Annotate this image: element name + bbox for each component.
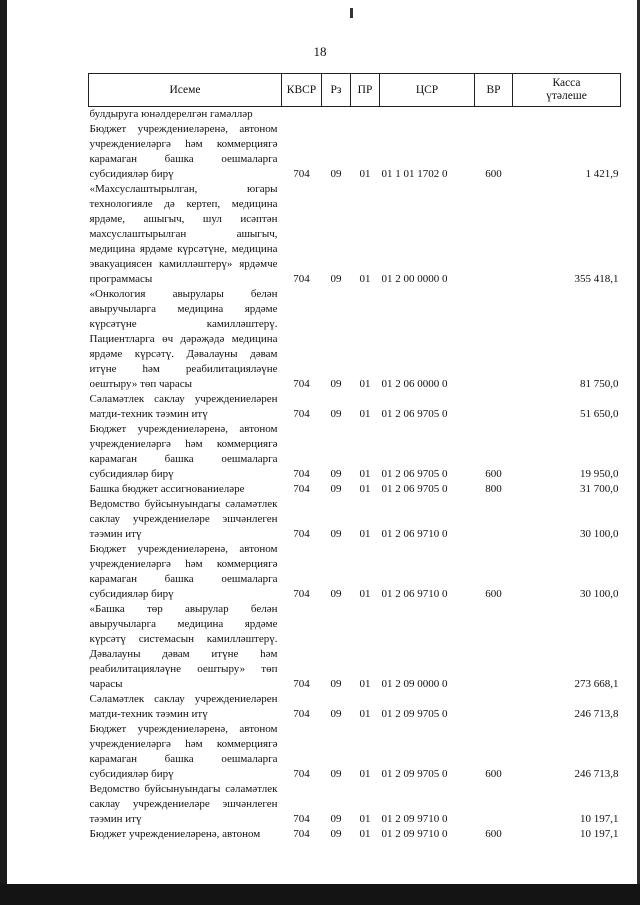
budget-table <box>88 73 621 842</box>
row-pr: 01 <box>359 828 371 840</box>
row-kassa: 246 713,8 <box>574 768 619 780</box>
row-rz: 09 <box>330 168 342 180</box>
row-kvsr: 704 <box>293 468 310 480</box>
row-kvsr: 704 <box>293 588 310 600</box>
row-kvsr: 704 <box>293 483 310 495</box>
row-kassa: 19 950,0 <box>580 468 619 480</box>
table-row <box>89 722 621 782</box>
row-name: Ведомство буйсынуындагы сәламәтлек саклау учреждениеләре эшчәнлеген тәэмин итү <box>89 783 278 825</box>
row-vr <box>475 287 513 392</box>
row-name: «Онкология авырулары белән авыручыларга медицина ярдәме күрсәтүне камилләштерү. Пациентларга өч дәрәҗәдә медицина ярдәме күрсәтү. Дәвалауны дәвам итүне һәм реабилитацияләүне оештыру» төп чарасы <box>89 288 278 390</box>
scan-edge-bottom <box>0 884 640 905</box>
row-kvsr: 704 <box>293 678 310 690</box>
table-row <box>89 422 621 482</box>
row-kvsr: 704 <box>293 273 310 285</box>
row-rz: 09 <box>330 468 342 480</box>
table-row <box>89 482 621 497</box>
row-vr: 600 <box>485 768 502 780</box>
header-pr: ПР <box>351 74 380 107</box>
row-kvsr: 704 <box>293 168 310 180</box>
table-row <box>89 287 621 392</box>
row-pr: 01 <box>359 708 371 720</box>
row-csr <box>380 107 475 123</box>
row-kvsr: 704 <box>293 408 310 420</box>
header-rz: Рз <box>322 74 351 107</box>
row-kassa: 30 100,0 <box>580 588 619 600</box>
header-csr: ЦСР <box>380 74 475 107</box>
row-vr <box>475 692 513 722</box>
row-vr <box>475 107 513 123</box>
row-pr: 01 <box>359 768 371 780</box>
row-kvsr <box>282 107 322 123</box>
row-kassa: 246 713,8 <box>574 708 619 720</box>
row-csr: 01 2 06 9705 0 <box>381 468 448 480</box>
row-name: Сәламәтлек саклау учреждениеләрен матди-техник тәэмин итү <box>89 393 278 420</box>
row-kassa: 273 668,1 <box>574 678 619 690</box>
row-name: Ведомство буйсынуындагы сәламәтлек саклау учреждениеләре эшчәнлеген тәэмин итү <box>89 498 278 540</box>
row-kassa: 10 197,1 <box>580 828 619 840</box>
header-kvsr: КВСР <box>282 74 322 107</box>
row-kvsr: 704 <box>293 528 310 540</box>
row-kassa: 81 750,0 <box>580 378 619 390</box>
row-pr: 01 <box>359 528 371 540</box>
row-csr: 01 2 06 0000 0 <box>381 378 448 390</box>
row-kvsr: 704 <box>293 768 310 780</box>
page-number: 18 <box>313 44 327 59</box>
row-kassa: 30 100,0 <box>580 528 619 540</box>
row-rz: 09 <box>330 678 342 690</box>
table-body <box>89 107 621 843</box>
row-vr <box>475 497 513 542</box>
row-rz: 09 <box>330 408 342 420</box>
row-vr: 600 <box>485 468 502 480</box>
row-vr: 600 <box>485 588 502 600</box>
row-name: Сәламәтлек саклау учреждениеләрен матди-техник тәэмин итү <box>89 693 278 720</box>
row-vr <box>475 182 513 287</box>
row-pr: 01 <box>359 678 371 690</box>
row-vr: 800 <box>485 483 502 495</box>
row-kassa: 10 197,1 <box>580 813 619 825</box>
row-csr: 01 2 06 9710 0 <box>381 528 448 540</box>
row-kassa: 355 418,1 <box>574 273 619 285</box>
row-csr: 01 2 09 9710 0 <box>381 813 448 825</box>
row-csr: 01 1 01 1702 0 <box>381 168 448 180</box>
row-kvsr: 704 <box>293 708 310 720</box>
table-row <box>89 182 621 287</box>
row-pr: 01 <box>359 273 371 285</box>
row-name: «Башка төр авырулар белән авыручыларга медицина ярдәме күрсәтү системасын камилләштерү. Дәвалауны дәвам итүне һәм реабилитацияләүне оештыру» төп чарасы <box>89 603 278 690</box>
row-rz: 09 <box>330 813 342 825</box>
row-name: Бюджет учреждениеләренә, автоном учреждениеләргә һәм коммерциягә карамаган башка оешмаларга субсидияләр бирү <box>89 423 278 480</box>
row-pr: 01 <box>359 168 371 180</box>
table-row <box>89 782 621 827</box>
row-csr: 01 2 06 9705 0 <box>381 483 448 495</box>
row-csr: 01 2 09 9710 0 <box>381 828 448 840</box>
row-name: Бюджет учреждениеләренә, автоном учреждениеләргә һәм коммерциягә карамаган башка оешмаларга субсидияләр бирү <box>89 543 278 600</box>
row-csr: 01 2 00 0000 0 <box>381 273 448 285</box>
table-row <box>89 497 621 542</box>
row-rz <box>322 107 351 123</box>
scan-edge-left <box>0 0 7 888</box>
row-csr: 01 2 09 9705 0 <box>381 768 448 780</box>
table-row <box>89 827 621 842</box>
row-pr: 01 <box>359 468 371 480</box>
row-pr: 01 <box>359 408 371 420</box>
row-kassa <box>513 107 621 123</box>
row-pr: 01 <box>359 483 371 495</box>
row-vr <box>475 602 513 692</box>
row-kvsr: 704 <box>293 828 310 840</box>
table-row <box>89 542 621 602</box>
table-row <box>89 692 621 722</box>
row-rz: 09 <box>330 273 342 285</box>
table-row <box>89 392 621 422</box>
row-pr: 01 <box>359 378 371 390</box>
row-csr: 01 2 09 0000 0 <box>381 678 448 690</box>
row-rz: 09 <box>330 378 342 390</box>
table-row <box>89 602 621 692</box>
header-name: Исеме <box>89 74 282 107</box>
row-kvsr: 704 <box>293 378 310 390</box>
table-row <box>89 122 621 182</box>
row-rz: 09 <box>330 483 342 495</box>
row-rz: 09 <box>330 708 342 720</box>
row-pr <box>351 107 380 123</box>
row-rz: 09 <box>330 768 342 780</box>
row-name: Бюджет учреждениеләренә, автоном учреждениеләргә һәм коммерциягә карамаган башка оешмаларга субсидияләр бирү <box>89 123 278 180</box>
row-name: булдыруга юнәлдерелгән гамәлләр <box>89 108 253 120</box>
row-name: «Махсуслаштырылган, югары технологияле дә кертеп, медицина ярдәме, ашыгыч, шул исәптән махсуслаштырылган ашыгыч, медицина ярдәме күрсәтүне, медицина эвакуациясен камилләштерү» ярдәмче программасы <box>89 183 278 285</box>
row-vr: 600 <box>485 828 502 840</box>
row-rz: 09 <box>330 528 342 540</box>
row-pr: 01 <box>359 813 371 825</box>
table-row <box>89 107 621 123</box>
row-vr <box>475 392 513 422</box>
table-header <box>89 74 621 107</box>
row-rz: 09 <box>330 588 342 600</box>
header-kassa: Касса үтәлеше <box>513 74 621 107</box>
row-kassa: 1 421,9 <box>585 168 619 180</box>
row-vr: 600 <box>485 168 502 180</box>
row-name: Бюджет учреждениеләренә, автоном <box>89 828 261 840</box>
row-pr: 01 <box>359 588 371 600</box>
row-kvsr: 704 <box>293 813 310 825</box>
row-kassa: 31 700,0 <box>580 483 619 495</box>
row-vr <box>475 782 513 827</box>
row-kassa: 51 650,0 <box>580 408 619 420</box>
row-rz: 09 <box>330 828 342 840</box>
scan-mark-top <box>350 8 353 18</box>
row-csr: 01 2 06 9705 0 <box>381 408 448 420</box>
header-vr: ВР <box>475 74 513 107</box>
row-csr: 01 2 06 9710 0 <box>381 588 448 600</box>
row-csr: 01 2 09 9705 0 <box>381 708 448 720</box>
row-name: Бюджет учреждениеләренә, автоном учреждениеләргә һәм коммерциягә карамаган башка оешмаларга субсидияләр бирү <box>89 723 278 780</box>
row-name: Башка бюджет ассигнованиеләре <box>89 483 245 495</box>
